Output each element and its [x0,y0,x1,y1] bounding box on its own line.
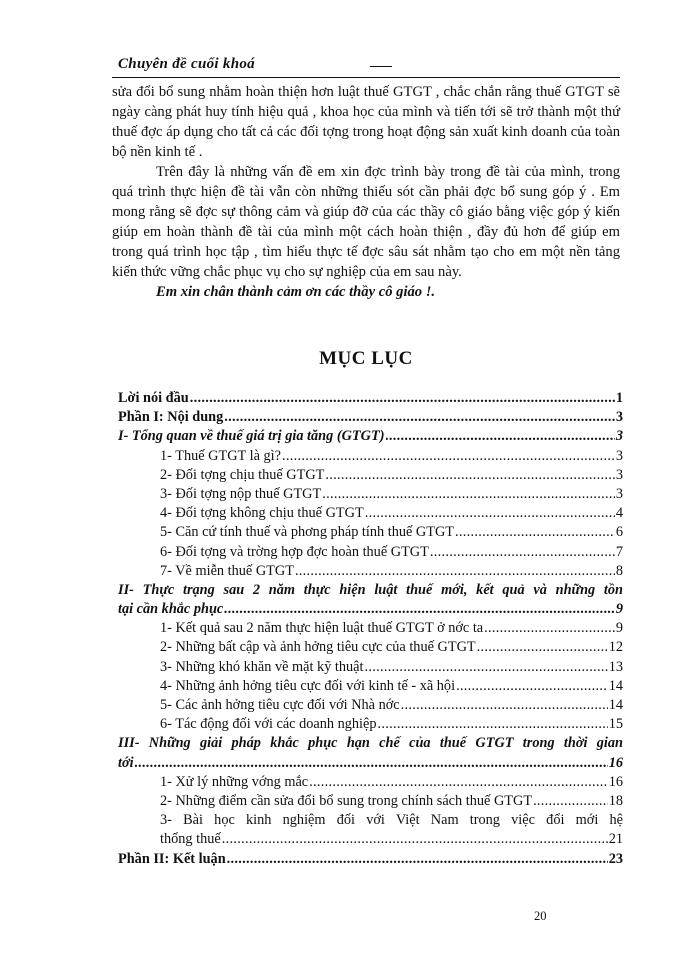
toc-entry [112,715,623,734]
header-title: Chuyên đề cuối khoá [118,56,255,72]
toc-entry-label: 7- Về miễn thuế GTGT [160,562,294,579]
toc-entry-label: 5- Căn cứ tính thuế và phơng pháp tính thuế GTGT [160,524,455,541]
intro-paragraph-2: Trên đây là những vấn đề em xin đợc trình bày trong đề tài của mình, trong quá trình thực hiện đề tài vẫn còn những thiếu sót cần phải đợc bổ sung góp ý . Em mong rằng sẽ đợc sự thông cảm và giúp đỡ của các thầy cô giáo bằng việc góp ý kiến giúp em hoàn thành đề tài của mình một cách hoàn thiện , đầy đủ hơn để giúp em trong quá trình học tập , tìm hiểu thực tế đợc sâu sát nhằm tạo cho em một nền tảng kiến thức vững chắc phục vụ cho sự nghiệp của em sau này. [112,164,620,280]
toc-entry-label: 6- Tác động đối với các doanh nghiệp [160,716,377,733]
toc-entry-label: 2- Những điểm cần sửa đổi bổ sung trong chính sách thuế GTGT [160,792,533,809]
toc-entry-section-1 [112,427,623,446]
toc-entry-page: 12 [608,639,623,656]
toc-entry-label: 6- Đối tợng và trờng hợp đợc hoàn thuế GTGT [160,543,429,560]
toc-entry [112,543,623,562]
toc-entry-page: 6 [615,524,623,541]
toc-entry [112,562,623,581]
toc-entry-page: 3 [615,466,623,483]
toc-entry-page: 14 [608,677,623,694]
toc-entry [112,466,623,485]
toc-entry-page: 8 [615,562,623,579]
toc-entry-label: 1- Thuế GTGT là gì? [160,447,281,464]
toc-entry-label: Lời nói đầu [118,390,189,406]
toc-entry [112,696,623,715]
toc-entry-label-line-1: III- Những giải pháp khắc phục hạn chế của thuế GTGT trong thời gian [118,735,623,752]
toc-entry-label-line-1: 3- Bài học kinh nghiệm đối với Việt Nam trong việc đổi mới hệ [160,812,623,829]
toc-entry-section-3 [112,734,623,772]
toc-entry-label: 4- Đối tợng không chịu thuế GTGT [160,505,364,522]
toc-entry-page: 18 [608,792,623,809]
toc-entry [112,638,623,657]
toc-entry-phan-1 [112,408,623,427]
toc-entry-phan-2 [112,850,623,869]
page-number: 20 [534,909,547,923]
toc-entry-label: 4- Những ảnh hởng tiêu cực đối với kinh tế - xã hội [160,677,456,694]
toc-entry-page: 14 [608,697,623,714]
intro-text [112,82,620,302]
toc-entry-label: 1- Xử lý những vớng mắc [160,773,309,790]
toc-entry-label: 3- Đối tợng nộp thuế GTGT [160,485,322,502]
toc-entry-label: 1- Kết quả sau 2 năm thực hiện luật thuế GTGT ở nớc ta [160,620,484,637]
toc-entry-label-line-2: tới [118,754,134,771]
toc-entry-loi-noi-dau [112,389,623,408]
toc-entry-page: 23 [608,850,623,867]
toc-entry [112,773,623,792]
toc-entry [112,811,623,849]
toc-entry-page: 9 [615,601,623,618]
toc-entry-page: 1 [615,390,623,406]
toc-entry [112,677,623,696]
toc-title: MỤC LỤC [319,348,413,369]
toc-entry-page: 16 [608,773,623,790]
toc-entry-label-line-1: II- Thực trạng sau 2 năm thực hiện luật thuế mới, kết quả và những tồn [118,581,623,598]
toc-entry-label: Phần I: Nội dung [118,409,224,426]
toc-entry-label: Phần II: Kết luận [118,850,226,867]
toc-entry [112,658,623,677]
table-of-contents [112,389,623,869]
thanks-line: Em xin chân thành cảm ơn các thầy cô giáo !. [156,284,436,300]
toc-entry-page: 3 [615,428,623,445]
toc-entry [112,792,623,811]
header-rule [112,77,620,78]
toc-entry-page: 7 [615,543,623,560]
toc-entry-label: 5- Các ảnh hởng tiêu cực đối với Nhà nớc [160,697,400,714]
toc-entry-label: 3- Những khó khăn về mặt kỹ thuật [160,658,364,675]
page-header [112,56,620,78]
toc-entry-label: 2- Những bất cập và ảnh hởng tiêu cực của thuế GTGT [160,639,476,656]
toc-entry-page: 9 [615,620,623,637]
toc-entry-page: 3 [615,447,623,464]
toc-entry [112,619,623,638]
toc-entry-label-line-2: tại cần khắc phục [118,601,224,618]
toc-entry-label: I- Tổng quan về thuế giá trị gia tăng (GTGT) [118,428,385,445]
toc-entry [112,447,623,466]
toc-entry [112,504,623,523]
toc-entry [112,485,623,504]
toc-entry-label: 2- Đối tợng chịu thuế GTGT [160,466,325,483]
toc-entry-page: 4 [615,505,623,522]
header-dash [370,66,392,67]
toc-entry [112,523,623,542]
toc-entry-label-line-2: thống thuế [160,831,221,848]
toc-entry-page: 3 [615,485,623,502]
toc-entry-page: 16 [608,754,623,771]
intro-paragraph-1: sửa đổi bổ sung nhằm hoàn thiện hơn luật thuế GTGT , chắc chắn rằng thuế GTGT sẽ ngày càng phát huy tính hiệu quả , khoa học của mình và tiến tới sẽ trở thành một thứ thuế đợc áp dụng cho tất cả các đối tợng trong hoạt động sản xuất kinh doanh của toàn bộ nền kinh tế . [112,84,620,160]
toc-entry-section-2 [112,581,623,619]
toc-entry-page: 21 [608,831,623,848]
toc-entry-page: 15 [608,716,623,733]
toc-entry-page: 3 [615,409,623,426]
toc-entry-page: 13 [608,658,623,675]
